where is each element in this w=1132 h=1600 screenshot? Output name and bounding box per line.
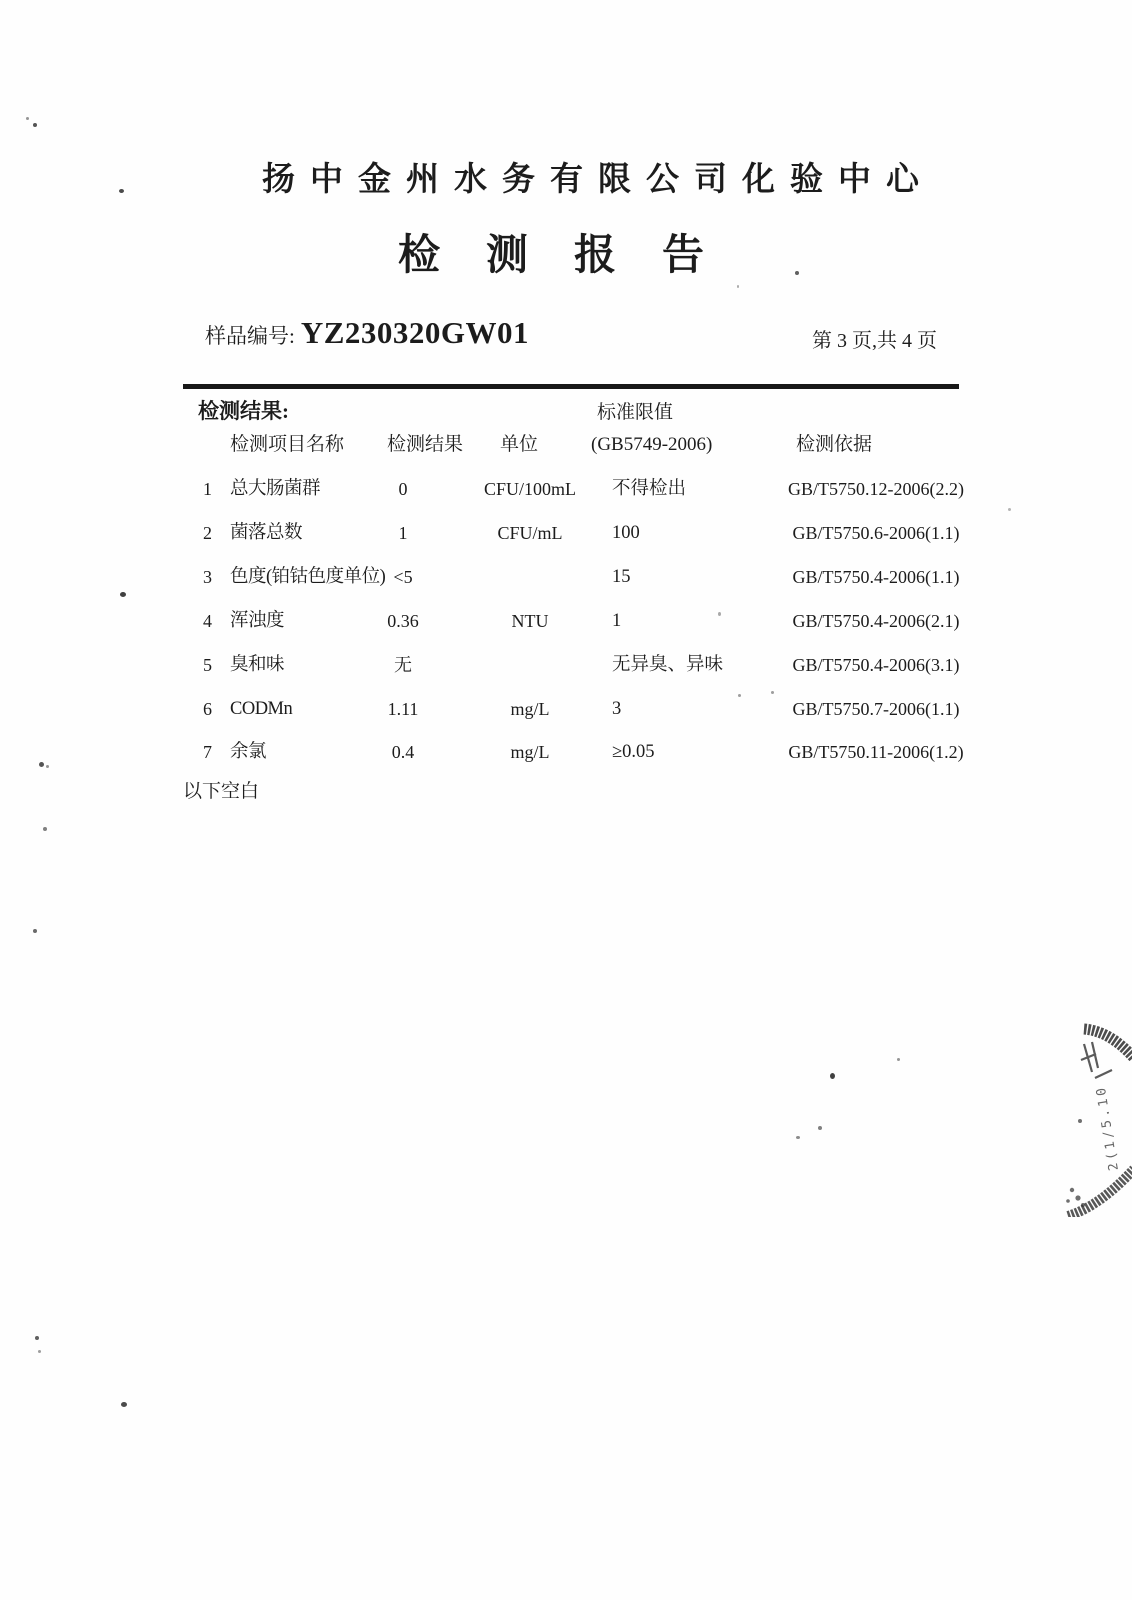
table-row [0,519,1132,547]
scan-speck [43,827,47,831]
result-value: <5 [393,567,413,587]
table-row [0,651,1132,679]
limit-value: 无异臭、异味 [612,655,724,675]
scan-speck [1008,508,1011,511]
limit-value: ≥0.05 [612,742,655,762]
row-number: 2 [203,523,212,543]
result-value: 0.4 [391,742,415,762]
method-value: GB/T5750.7-2006(1.1) [792,699,960,719]
scan-speck [38,1350,41,1353]
table-row [0,475,1132,503]
unit-value: mg/L [510,699,550,719]
scan-speck [796,1136,800,1139]
standard-limit-label: 标准限值 [597,402,674,423]
scan-speck [897,1058,900,1061]
column-header-unit: 单位 [500,434,539,455]
column-header-item: 检测项目名称 [230,434,345,455]
unit-value: CFU/mL [497,523,563,543]
item-name: 色度(铂钴色度单位) [230,567,386,587]
scan-speck [818,1126,822,1130]
row-number: 3 [203,567,212,587]
scan-speck [830,1073,835,1079]
results-section-label: 检测结果: [198,399,289,423]
item-name: 浑浊度 [230,611,285,631]
svg-text:2(1/5.10: 2(1/5.10 [1093,1083,1122,1172]
column-header-result: 检测结果 [387,434,464,455]
scan-speck [737,285,739,288]
company-title: 扬中金州水务有限公司化验中心 [262,162,934,198]
report-title: 检测报告 [398,233,751,279]
row-number: 7 [203,742,212,762]
table-row [0,738,1132,766]
row-number: 5 [203,655,212,675]
partial-stamp-icon [1054,1002,1132,1217]
unit-value: CFU/100mL [483,479,576,499]
method-value: GB/T5750.4-2006(3.1) [792,655,960,675]
table-row [0,563,1132,591]
method-value: GB/T5750.4-2006(1.1) [792,567,960,587]
scan-speck [26,117,29,120]
scan-speck [35,1336,39,1340]
column-header-method: 检测依据 [796,434,873,455]
table-row [0,607,1132,635]
below-blank-note: 以下空白 [183,781,260,802]
scan-speck [738,694,741,697]
row-number: 6 [203,699,212,719]
limit-value: 15 [612,567,631,587]
scan-speck [39,762,44,767]
scan-speck [33,123,37,127]
method-value: GB/T5750.12-2006(2.2) [788,479,964,499]
scan-speck [119,189,124,193]
limit-value: 不得检出 [612,479,687,499]
row-number: 1 [203,479,212,499]
scan-speck [718,612,721,616]
header-divider [183,384,959,389]
limit-value: 3 [612,699,622,719]
result-value: 0.36 [387,611,419,631]
item-name: 总大肠菌群 [230,479,321,499]
scan-speck [120,592,126,597]
method-value: GB/T5750.4-2006(2.1) [792,611,960,631]
scan-speck [33,929,37,933]
column-header-standard: (GB5749-2006) [591,434,713,455]
item-name: 臭和味 [230,655,285,675]
scan-speck [795,271,799,275]
scan-speck [771,691,774,694]
unit-value: mg/L [510,742,550,762]
method-value: GB/T5750.11-2006(1.2) [788,742,964,762]
method-value: GB/T5750.6-2006(1.1) [792,523,960,543]
page-indicator: 第 3 页,共 4 页 [812,330,937,352]
item-name: 菌落总数 [230,523,303,543]
sample-number-value: YZ230320GW01 [300,315,530,350]
scan-speck [121,1402,127,1407]
result-value: 无 [394,655,412,675]
result-value: 0 [398,479,408,499]
table-header-row [0,431,1132,459]
unit-value: NTU [511,611,549,631]
row-number: 4 [203,611,212,631]
table-row [0,695,1132,723]
sample-number-label: 样品编号: [205,324,295,348]
result-value: 1.11 [387,699,419,719]
limit-value: 1 [612,611,622,631]
item-name: 余氯 [230,742,267,762]
scan-speck [46,765,49,768]
sample-number-row [205,315,529,351]
limit-value: 100 [612,523,640,543]
result-value: 1 [398,523,408,543]
item-name: CODMn [230,699,293,719]
